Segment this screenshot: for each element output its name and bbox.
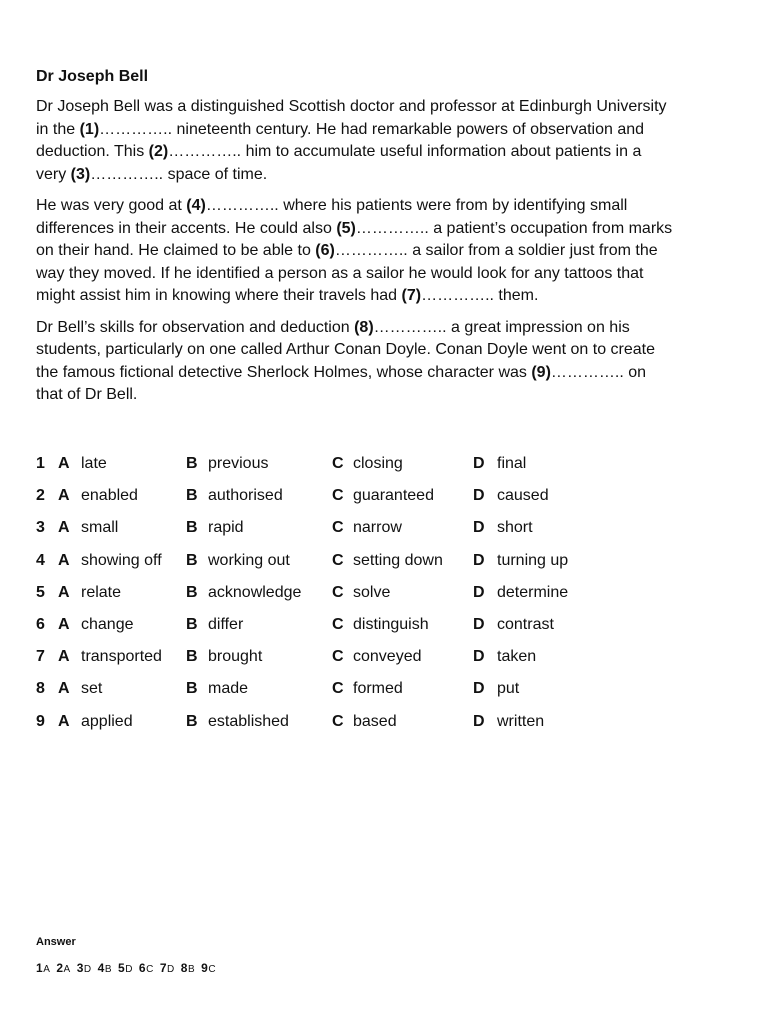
gap-number: (9) (531, 363, 551, 381)
question-number: 9 (36, 712, 45, 730)
page-title: Dr Joseph Bell (36, 68, 149, 85)
gap-blank: ………….. (550, 363, 624, 381)
option-letter: D (473, 583, 485, 601)
option-text[interactable]: determine (497, 583, 569, 601)
option-text[interactable]: enabled (81, 487, 138, 505)
option-text[interactable]: late (81, 455, 107, 472)
paragraph (36, 195, 676, 308)
answer-number: 7 (159, 961, 168, 975)
option-letter: C (332, 615, 344, 633)
answer-letter: D (83, 964, 92, 975)
paragraph-text: Dr Joseph Bell was a distinguished Scottish doctor and professor at Edinburgh University in the (36, 98, 667, 138)
option-text[interactable]: working out (208, 551, 290, 569)
answer-number: 3 (76, 961, 84, 975)
question-number: 7 (36, 648, 45, 666)
answer-letter: A (63, 964, 71, 975)
option-letter: B (186, 648, 198, 666)
question-number: 8 (36, 680, 45, 698)
option-text[interactable]: conveyed (353, 648, 422, 666)
option-text[interactable]: differ (208, 615, 244, 633)
gap-blank: ………….. (99, 120, 173, 138)
option-text[interactable]: authorised (208, 487, 283, 505)
answer-letter: B (104, 964, 112, 975)
gap-blank: ………….. (168, 143, 242, 160)
option-text[interactable]: contrast (497, 615, 554, 633)
question-row (36, 549, 676, 581)
option-text[interactable]: set (81, 680, 103, 698)
option-letter: B (186, 455, 198, 472)
option-letter: A (58, 712, 70, 730)
answer-letter: D (167, 964, 175, 975)
option-text[interactable]: short (497, 519, 533, 537)
option-letter: D (473, 712, 485, 730)
option-text[interactable]: setting down (353, 551, 443, 569)
option-letter: D (473, 551, 485, 569)
question-list (36, 452, 676, 742)
gap-number: (2) (148, 143, 169, 160)
answer-letter: D (125, 964, 133, 975)
question-number: 2 (36, 487, 45, 505)
gap-blank: ………….. (355, 219, 429, 237)
option-letter: C (332, 519, 344, 537)
option-letter: A (58, 519, 70, 537)
option-text[interactable]: narrow (353, 519, 402, 537)
option-letter: C (332, 455, 344, 472)
option-letter: A (58, 455, 70, 472)
answer-number: 6 (138, 961, 147, 975)
question-row (36, 516, 676, 548)
option-text[interactable]: brought (208, 648, 263, 666)
gap-number: (5) (336, 219, 356, 237)
gap-blank: ………….. (421, 287, 494, 304)
question-row (36, 613, 676, 645)
question-row (36, 452, 676, 484)
option-letter: B (186, 615, 198, 633)
answer-number: 8 (180, 961, 188, 975)
paragraph-text: space of time. (163, 165, 268, 183)
option-letter: C (332, 487, 344, 505)
option-letter: A (58, 648, 70, 666)
question-number: 5 (36, 583, 45, 601)
gap-blank: ………….. (90, 165, 164, 183)
option-letter: B (186, 551, 198, 569)
answer-letter: A (43, 964, 51, 975)
passage-body (36, 96, 676, 407)
option-text[interactable]: transported (81, 648, 162, 666)
option-text[interactable]: distinguish (353, 615, 429, 633)
question-row (36, 710, 676, 742)
question-row (36, 677, 676, 709)
option-letter: B (186, 487, 198, 505)
option-text[interactable]: final (497, 455, 527, 472)
option-letter: D (473, 615, 485, 633)
answer-letter: B (187, 964, 196, 975)
option-text[interactable]: acknowledge (208, 583, 302, 601)
option-letter: C (332, 712, 344, 730)
paragraph (36, 96, 676, 186)
option-text[interactable]: formed (353, 680, 403, 698)
answer-letter: C (208, 964, 217, 975)
answer-label: Answer (36, 936, 76, 948)
option-text[interactable]: turning up (497, 551, 569, 569)
option-text[interactable]: put (497, 680, 520, 698)
option-letter: B (186, 712, 198, 730)
paragraph-text: nineteenth century. He had remarkable powers of observation and deduction. This (36, 120, 645, 160)
option-letter: D (473, 487, 485, 505)
option-text[interactable]: closing (353, 455, 403, 472)
option-letter: C (332, 680, 344, 698)
option-letter: A (58, 680, 70, 698)
option-letter: C (332, 551, 344, 569)
gap-number: (6) (315, 242, 335, 259)
answer-letter: C (146, 964, 154, 975)
paragraph-text: He was very good at (36, 197, 187, 214)
paragraph-text: on that of Dr Bell. (36, 363, 647, 403)
option-text[interactable]: based (353, 712, 397, 730)
passage (36, 66, 676, 416)
answer-number: 4 (97, 961, 105, 975)
question-number: 6 (36, 615, 45, 633)
gap-number: (3) (70, 165, 91, 183)
paragraph-text: them. (493, 287, 539, 304)
option-letter: B (186, 680, 198, 698)
option-text[interactable]: rapid (208, 519, 244, 537)
option-text[interactable]: change (81, 615, 134, 633)
option-letter: C (332, 583, 344, 601)
option-text[interactable]: made (208, 680, 249, 698)
answer-number: 1 (36, 961, 44, 975)
question-number: 4 (36, 551, 45, 569)
gap-blank: ………….. (373, 318, 447, 336)
question-row (36, 484, 676, 516)
answer-key (36, 961, 222, 975)
question-number: 3 (36, 519, 45, 537)
gap-number: (4) (186, 197, 206, 214)
option-text[interactable]: applied (81, 712, 133, 730)
paragraph-text: Dr Bell’s skills for observation and deduction (36, 318, 355, 336)
question-row (36, 581, 676, 613)
gap-number: (8) (354, 318, 374, 336)
option-letter: D (473, 519, 485, 537)
question-row (36, 645, 676, 677)
paragraph-text: him to accumulate useful information about patients in a very (36, 143, 642, 183)
option-letter: C (332, 648, 344, 666)
option-text[interactable]: showing off (81, 551, 162, 569)
option-text[interactable]: taken (497, 648, 537, 666)
option-text[interactable]: solve (353, 583, 391, 601)
option-text[interactable]: caused (497, 487, 549, 505)
option-letter: B (186, 519, 198, 537)
answer-number: 2 (56, 961, 64, 975)
option-letter: A (58, 551, 70, 569)
question-number: 1 (36, 455, 45, 472)
answer-number: 5 (118, 961, 126, 975)
option-letter: D (473, 680, 485, 698)
option-letter: B (186, 583, 198, 601)
paragraph-text: a great impression on his students, particularly on one called Arthur Conan Doyle. Conan Doyle went on to create the famous fictional detective Sherlock Holmes, whose character was (36, 318, 656, 381)
gap-number: (1) (79, 120, 100, 138)
paragraph-text: where his patients were from by identifying small differences in their accents. He could also (36, 197, 628, 237)
option-text[interactable]: relate (81, 583, 122, 601)
option-letter: D (473, 455, 485, 472)
option-text[interactable]: previous (208, 455, 269, 472)
answer-number: 9 (201, 961, 209, 975)
gap-blank: ………….. (334, 242, 408, 259)
option-text[interactable]: guaranteed (353, 487, 434, 505)
paragraph-text: a sailor from a soldier just from the way they moved. If he identified a person as a sailor he would look for any tattoos that might assist him in knowing where their travels had (36, 242, 658, 304)
option-letter: A (58, 487, 70, 505)
option-text[interactable]: small (81, 519, 119, 537)
option-text[interactable]: written (497, 712, 545, 730)
paragraph (36, 317, 676, 407)
option-text[interactable]: established (208, 712, 289, 730)
option-letter: D (473, 648, 485, 666)
paragraph-text: a patient’s occupation from marks on their hand. He claimed to be able to (36, 219, 673, 259)
gap-blank: ………….. (205, 197, 279, 214)
option-letter: A (58, 583, 70, 601)
option-letter: A (58, 615, 70, 633)
gap-number: (7) (401, 287, 422, 304)
